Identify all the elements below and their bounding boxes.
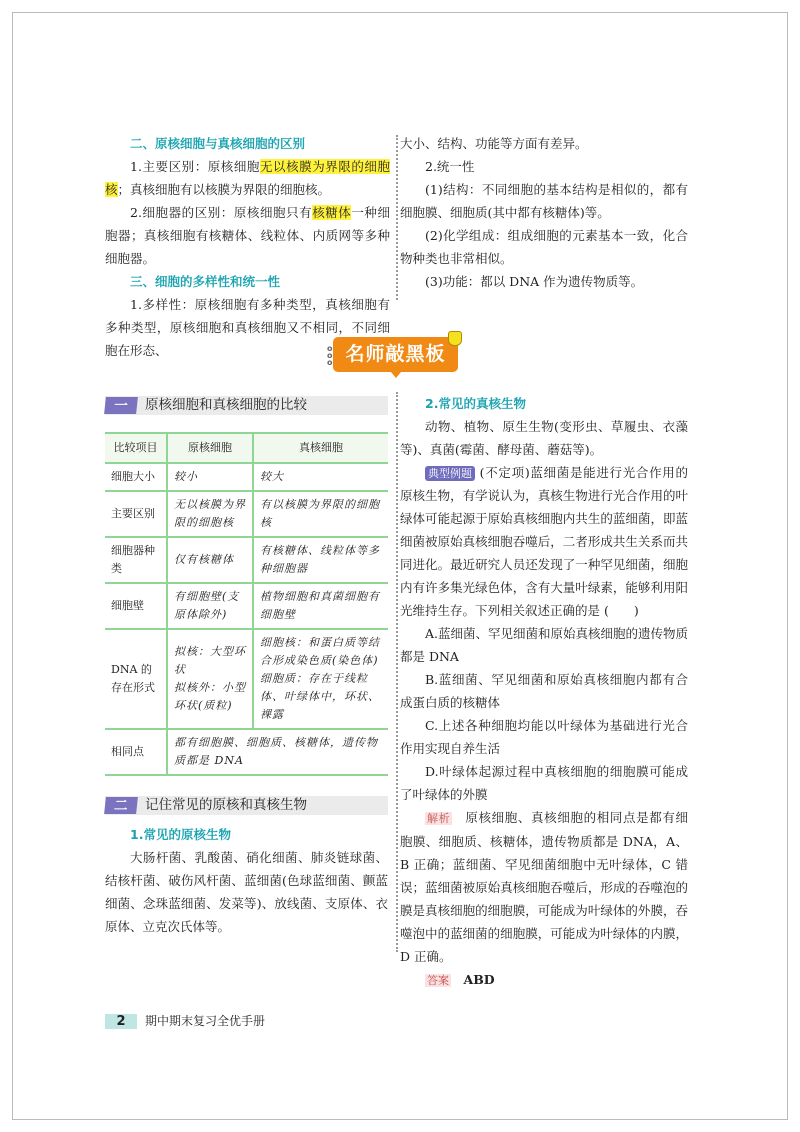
text: 2.细胞器的区别：原核细胞只有 [130, 205, 313, 220]
column-header: 真核细胞 [253, 433, 388, 463]
table-row [105, 629, 388, 729]
banner-tail [391, 372, 401, 378]
cell: 细胞核：和蛋白质等结合形成染色质(染色体) 细胞质：存在于线粒体、叶绿体中，环状、裸露 [253, 629, 388, 729]
analysis-text: 原核细胞、真核细胞的相同点是都有细胞膜、细胞质、核糖体，遗传物质都是 DNA，A、B 正确；蓝细菌、罕见细菌细胞中无叶绿体，C 错误；蓝细菌被原始真核细胞吞噬后，形成的吞噬泡的膜是真核细胞的细胞膜，可能成为叶绿体的外膜，吞噬泡中的蓝细菌的细胞膜，可能成为叶绿体的内膜，D 正确。 [400, 810, 688, 964]
column-header: 原核细胞 [167, 433, 253, 463]
example-tag: 典型例题 [425, 466, 475, 481]
cell: 有以核膜为界限的细胞核 [253, 491, 388, 537]
text: ；真核细胞有以核膜为界限的细胞核。 [117, 182, 331, 197]
table-row [105, 729, 388, 775]
answer [400, 968, 688, 992]
table-row [105, 463, 388, 491]
answer-label: 答案 [427, 974, 449, 987]
cell: 有细胞壁(支原体除外) [167, 583, 253, 629]
paragraph: 大小、结构、功能等方面有差异。 [400, 136, 588, 151]
option-c: C.上述各种细胞均能以叶绿体为基础进行光合作用实现自养生活 [400, 718, 688, 756]
answer-bracket: ( ) [604, 603, 639, 618]
page-number: 2 [105, 1014, 137, 1029]
section-banner [327, 337, 458, 372]
page-footer [105, 1012, 265, 1029]
section-title: 记住常见的原核和真核生物 [145, 797, 307, 813]
table-row [105, 491, 388, 537]
cell: 拟核：大型环状 拟核外：小型环状(质粒) [167, 629, 253, 729]
example-question [400, 461, 688, 622]
text: 一种细胞器；真核细胞有核糖体、线粒体、内质网等多种细胞器。 [105, 205, 390, 266]
section-number: 一 [104, 397, 138, 414]
option-b: B.蓝细菌、罕见细菌和原始真核细胞内都有合成蛋白质的核糖体 [400, 672, 688, 710]
paragraph: (1)结构：不同细胞的基本结构是相似的，都有细胞膜、细胞质(其中都有核糖体)等。 [400, 182, 688, 220]
banner-title: 名师敲黑板 [345, 343, 446, 365]
spiral-rings-icon: o o o [327, 344, 334, 367]
paragraph: 2.统一性 [425, 159, 475, 174]
answer-value: ABD [463, 972, 495, 987]
cell: 较大 [253, 463, 388, 491]
section-title: 原核细胞和真核细胞的比较 [145, 397, 307, 413]
top-left-column [105, 132, 390, 362]
section-header-2 [105, 796, 388, 815]
option-d: D.叶绿体起源过程中真核细胞的细胞膜可能成了叶绿体的外膜 [400, 764, 688, 802]
cell: 相同点 [105, 729, 167, 775]
option-a: A.蓝细菌、罕见细菌和原始真核细胞的遗传物质都是 DNA [400, 626, 689, 664]
paragraph: 大肠杆菌、乳酸菌、硝化细菌、肺炎链球菌、结核杆菌、破伤风杆菌、蓝细菌(色球蓝细菌、颤蓝细菌、念珠蓝细菌、发菜等)、放线菌、支原体、衣原体、立克次氏体等。 [105, 850, 388, 934]
section-header-1 [105, 396, 388, 415]
left-column-flow [105, 396, 388, 938]
cell: 仅有核糖体 [167, 537, 253, 583]
shield-icon [448, 331, 462, 346]
text: 1.主要区别：原核细胞 [130, 159, 260, 174]
section-number: 二 [104, 797, 138, 814]
analysis-label: 解析 [427, 812, 451, 825]
paragraph-diversity: 1.多样性：原核细胞有多种类型，真核细胞有多种类型，原核细胞和真核细胞又不相同，不同细胞在形态、 [105, 297, 390, 358]
paragraph: (2)化学组成：组成细胞的元素基本一致，化合物种类也非常相似。 [400, 228, 688, 266]
cell: 细胞器种类 [105, 537, 167, 583]
cell: 无以核膜为界限的细胞核 [167, 491, 253, 537]
column-divider [396, 135, 398, 300]
heading-differences: 二、原核细胞与真核细胞的区别 [130, 136, 306, 151]
cell: DNA 的存在形式 [105, 629, 167, 729]
paragraph: (3)功能：都以 DNA 作为遗传物质等。 [425, 274, 644, 289]
right-column [400, 392, 688, 992]
cell: 细胞壁 [105, 583, 167, 629]
book-title: 期中期末复习全优手册 [145, 1014, 266, 1028]
cell: 细胞大小 [105, 463, 167, 491]
highlighted-text: 核糖体 [312, 205, 352, 220]
prokaryote-list [105, 823, 388, 938]
cell: 都有细胞膜、细胞质、核糖体，遗传物质都是 DNA [167, 729, 388, 775]
paragraph-main-difference [105, 155, 390, 201]
cell: 较小 [167, 463, 253, 491]
table-row [105, 583, 388, 629]
cell: 主要区别 [105, 491, 167, 537]
question-stem: (不定项)蓝细菌是能进行光合作用的原核生物，有学说认为，真核生物进行光合作用的叶绿体可能起源于原始真核细胞内共生的蓝细菌，即蓝细菌被原始真核细胞吞噬后，二者形成共生关系而共同进化。最近研究人员还发现了一种罕见细菌，细胞内有许多集光绿色体，含有大量叶绿素，能够利用阳光维持生存。下列相关叙述正确的是 [400, 465, 688, 618]
table-row [105, 537, 388, 583]
paragraph: 动物、植物、原生生物(变形虫、草履虫、衣藻等)、真菌(霉菌、酵母菌、蘑菇等)。 [400, 419, 688, 457]
column-header: 比较项目 [105, 433, 167, 463]
cell: 植物细胞和真菌细胞有细胞壁 [253, 583, 388, 629]
table-header-row [105, 433, 388, 463]
column-divider [396, 392, 398, 952]
comparison-table [105, 432, 388, 776]
heading-diversity: 三、细胞的多样性和统一性 [130, 274, 281, 289]
analysis [400, 806, 688, 968]
top-right-column [400, 132, 688, 293]
paragraph-organelle-difference [105, 201, 390, 270]
cell: 有核糖体、线粒体等多种细胞器 [253, 537, 388, 583]
subheading: 1.常见的原核生物 [130, 827, 231, 842]
highlighted-text: 无以核膜为界限的细胞核 [105, 159, 390, 197]
subheading: 2.常见的真核生物 [425, 396, 526, 411]
